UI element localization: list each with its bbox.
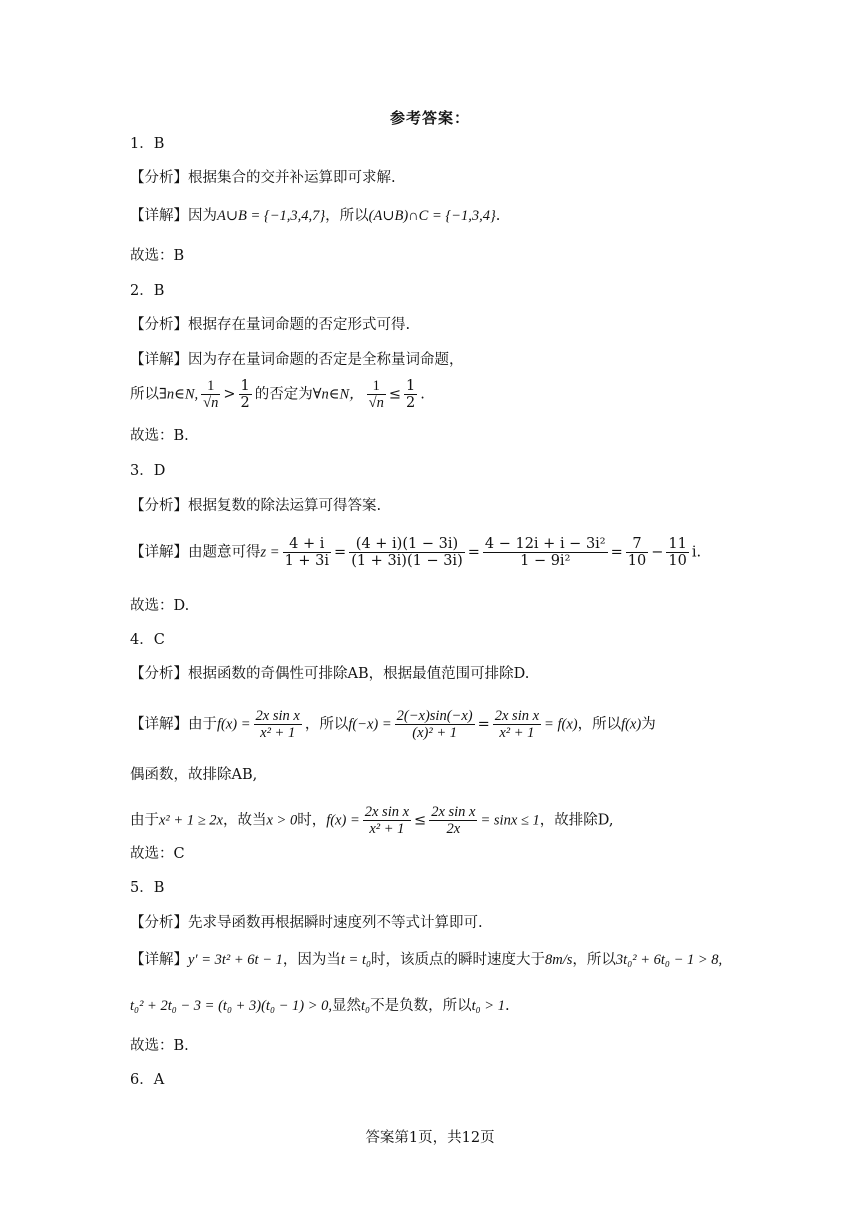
page-footer: 答案第1页，共12页 [365,1130,495,1146]
q5-number: 5．B [130,880,165,896]
q4-number: 4．C [130,632,165,648]
q5-choice: 故选：B. [130,1038,189,1054]
q1-union-expr: A∪B = {−1,3,4,7} [217,208,326,224]
q4-frac-c: $\frac{\text{2x sin x}}{\text{x² + 1}}$ [494,708,540,741]
q1-number: 1．B [130,136,165,152]
q5-deriv: y′ = 3t² + 6t − 1 [188,952,283,968]
q4-fx2: f(x) [621,716,642,733]
q4-prefix: 【详解】由于 [130,716,217,733]
q4-ineq1: x² + 1 ≥ 2x [159,812,223,829]
q1-choice: 故选：B [130,248,185,264]
q2-forall: ∀n∈N， [312,386,364,403]
q3-analysis: 【分析】根据复数的除法运算可得答案. [130,498,382,514]
q2-end: . [420,386,425,403]
q5-mid1: ，因为当 [282,952,341,968]
q6-number: 6．A [130,1072,165,1088]
q5-speed: 8m/s [545,952,573,968]
q5-prefix: 【详解】 [130,952,188,968]
q2-frac-d: $\frac{1}{2}$ [406,378,416,411]
q2-frac-a: $\frac{1}{√n}$ [203,378,219,411]
q2-gt: > [223,386,236,403]
q2-analysis: 【分析】根据存在量词命题的否定形式可得. [130,317,411,333]
q5-l2-mid2: 不是负数，所以 [370,998,472,1014]
q4-fx: f(x) = [217,716,251,733]
q1-analysis: 【分析】根据集合的交并补运算即可求解. [130,170,396,186]
q4-so: ，所以 [304,716,349,733]
q4-line-3 [130,804,613,837]
q1-detail-end: . [495,208,501,224]
q4-fmx: f(−x) = [348,716,392,733]
q4-eq-fx: = f(x) [544,716,578,733]
q4-l3-end: ，故排除D, [539,812,614,829]
q4-le: ≤ [414,812,427,829]
q3-choice: 故选：D. [130,598,190,614]
q4-shi: 时， [297,812,327,829]
q4-analysis: 【分析】根据函数的奇偶性可排除AB，根据最值范围可排除D. [130,666,530,682]
q4-l3-mid: ，故当 [222,812,267,829]
q5-l2-end: . [504,998,510,1014]
q2-detail-1: 【详解】因为存在量词命题的否定是全称量词命题， [130,352,464,368]
page-title: 参考答案： [389,109,470,127]
q4-wei: 为 [641,716,656,733]
q2-number: 2．B [130,283,165,299]
q4-so2: ，所以 [577,716,622,733]
q3-frac-1: $\frac{4 + i}{1 + 3i}$ [284,536,330,569]
q5-t-eq: t = t₀ [340,952,372,968]
q1-detail-prefix: 【详解】因为 [130,208,217,224]
q2-le: ≤ [388,386,402,403]
q4-frac-b: $\frac{2(-x)\sin(-x)}{\text{(x)² + 1}}$ [396,708,473,741]
q4-l3-prefix: 由于 [130,812,159,829]
q3-prefix: 【详解】由题意可得 [130,544,261,561]
q3-tail: i. [691,544,702,561]
q2-detail-2 [130,378,425,411]
q3-frac-4: $\frac{7}{10}$ [627,536,647,569]
q4-xgt0: x > 0 [266,812,298,829]
q3-frac-5: $\frac{11}{10}$ [668,536,687,569]
q1-intersection-expr: (A∪B)∩C = {−1,3,4} [368,208,496,224]
q1-detail [130,206,500,226]
q4-fx3: f(x) = [326,812,360,829]
q5-detail [130,950,722,970]
q4-line-2: 偶函数，故排除AB, [130,767,258,783]
q4-frac-d: $\frac{\text{2x sin x}}{\text{x² + 1}}$ [364,804,410,837]
q5-analysis: 【分析】先求导函数再根据瞬时速度列不等式计算即可. [130,915,483,931]
q2-choice: 故选：B. [130,428,189,444]
q5-line-2 [130,996,510,1016]
q5-mid3: ，所以 [572,952,616,968]
q4-choice: 故选：C [130,846,185,862]
q5-mid2: 时，该质点的瞬时速度大于 [371,952,546,968]
q2-exists: ∃n∈N, [159,386,199,403]
q3-number: 3．D [130,463,166,479]
q2-frac-b: $\frac{1}{2}$ [240,378,250,411]
q2-mid: 的否定为 [254,386,313,403]
q3-z: z = [260,544,280,561]
q5-ineq: 3t₀² + 6t₀ − 1 > 8, [615,952,723,968]
q4-frac-a: $\frac{\text{2x sin x}}{\text{x² + 1}}$ [255,708,300,741]
q3-detail: 【详解】由题意可得z = $\frac{4 + i}{1 + 3i}$ = $\frac{(4 + i)(1 - 3i)}{(1 + 3i)(1 - 3i)}$ = $\frac{\text{4 − 12i + i − 3i²}}{\text{1 − 9i²}}$ = $\frac{7}{10}$ − $\frac{11}{10}$ i. [130,536,702,569]
q1-detail-mid: ，所以 [325,208,369,224]
q4-frac-e: $\frac{\text{2x sin x}}{2x}$ [431,804,476,837]
q5-t0: t₀ [361,998,371,1014]
q5-l2-mid: 显然 [332,998,362,1014]
q3-frac-3: $\frac{\text{4 − 12i + i − 3i²}}{\text{1 − 9i²}}$ [484,536,606,569]
q3-frac-2: $\frac{(4 + i)(1 - 3i)}{(1 + 3i)(1 - 3i)}$ [351,536,463,569]
q4-detail: 【详解】由于f(x) = $\frac{\text{2x sin x}}{\text{x² + 1}}$ ，所以f(−x) = $\frac{2(-x)\sin(-x)}{\text{(x)² + 1}}$ = $\frac{\text{2x sin x}}{\text{x² + 1}}$ = f(x)，所以f(x)为 [130,708,656,741]
q4-tail: = sinx ≤ 1 [480,812,540,829]
q5-factor-expr: t₀² + 2t₀ − 3 = (t₀ + 3)(t₀ − 1) > 0, [130,998,333,1014]
q5-t0gt1: t₀ > 1 [471,998,505,1014]
q2-prefix: 所以 [130,386,159,403]
q2-frac-c: $\frac{1}{√n}$ [368,378,384,411]
